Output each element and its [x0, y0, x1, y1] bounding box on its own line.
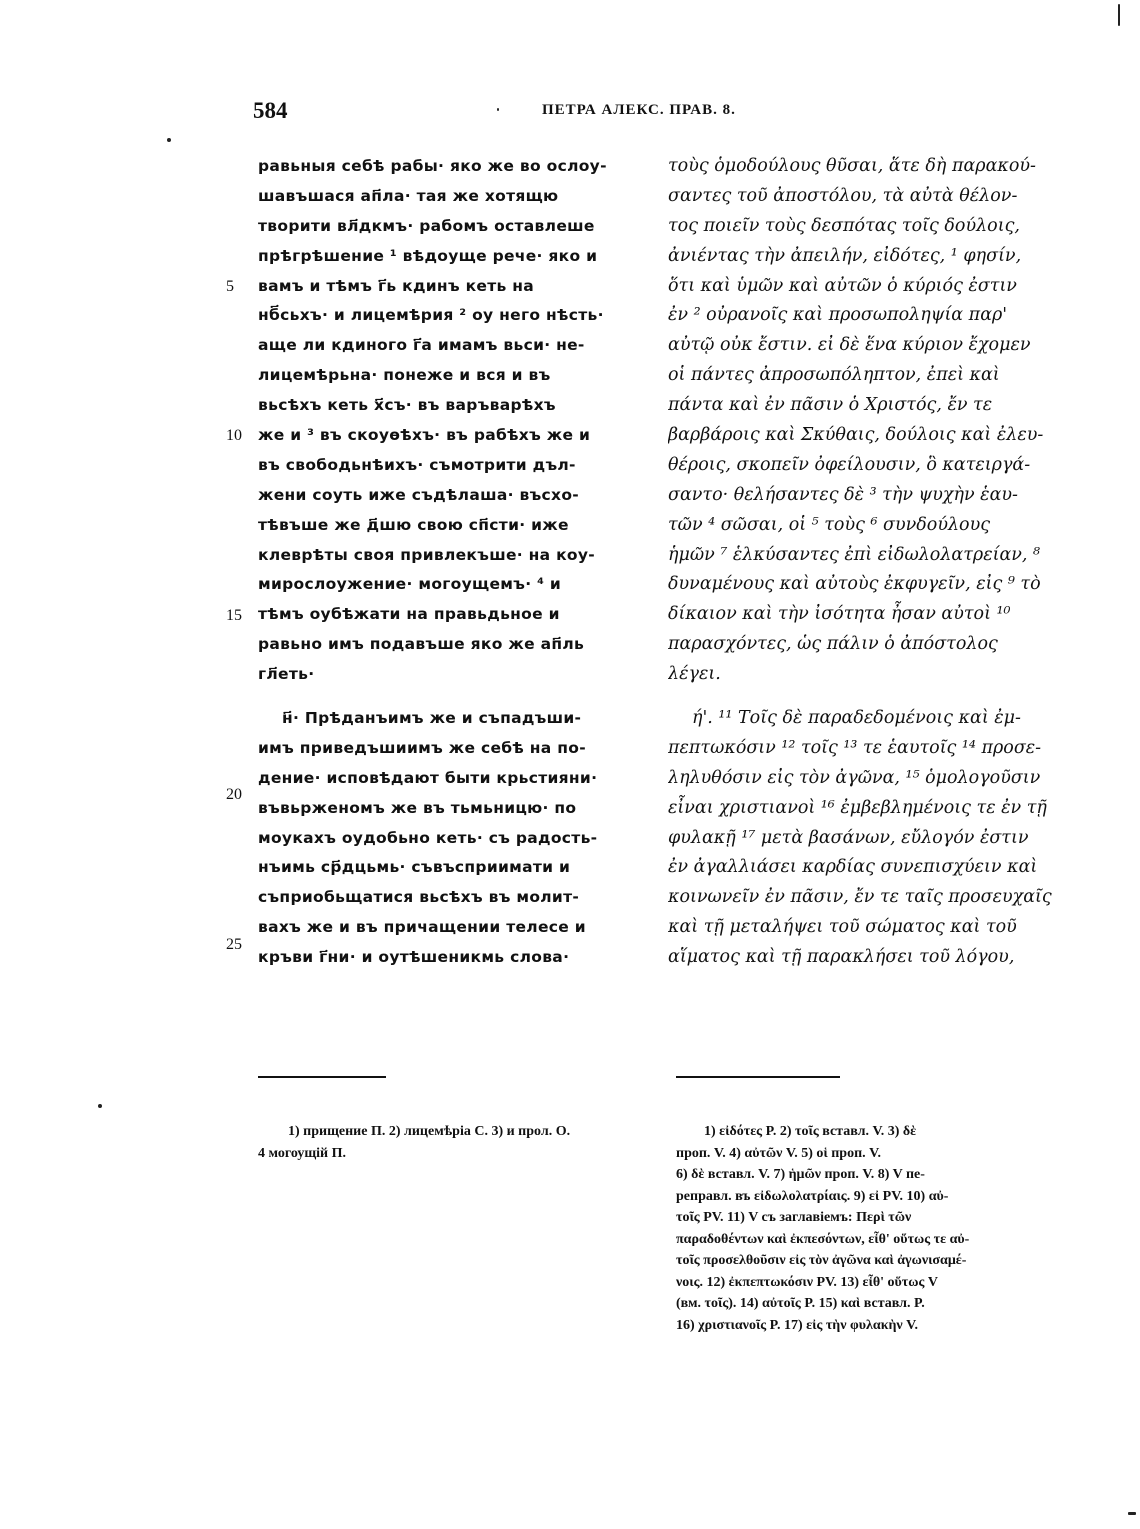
greek-line: τος ποιεῖν τοὺς δεσπότας τοῖς δούλοις, [668, 215, 1020, 236]
footnotes-slavonic [258, 1121, 658, 1165]
slavonic-line: прѣгрѣшение ¹ вѣдоуще рече· яко и [258, 246, 598, 265]
greek-line: πάντα καὶ ἐν πᾶσιν ὁ Χριστός, ἔν τε [668, 395, 993, 416]
line-number-15: 15 [226, 606, 242, 624]
slavonic-line: равьно имъ подавъше яко же ап҃ль [258, 635, 585, 654]
slavonic-line: вахъ же и въ причащении телесе и [258, 918, 586, 937]
footnote-line: 6) δὲ вставл. V. 7) ἡμῶν проп. V. 8) V пе- [676, 1167, 925, 1182]
slavonic-line: вьсѣхъ кеть х҃съ· въ варъварѣхъ [258, 396, 556, 415]
slavonic-line: кръви г҃ни· и оутѣшеникмь слова· [258, 948, 570, 967]
slavonic-line: нъимь ср҃дцьмь· съвъсприимати и [258, 858, 571, 877]
slavonic-line: гл҃еть· [258, 665, 315, 684]
slavonic-line: съприобьщатися вьсѣхъ въ молит- [258, 888, 580, 907]
greek-line: σαντο· θελήσαντες δὲ ³ τὴν ψυχὴν ἑαυ- [668, 484, 1018, 505]
greek-line: ἐν ἀγαλλιάσει καρδίας συνεπισχύειν καὶ [668, 857, 1038, 878]
greek-line: καὶ τῇ μεταλήψει τοῦ σώματος καὶ τοῦ [668, 917, 1017, 938]
footnote-line: реправл. въ εἰδωλολατρίαις. 9) εἰ PV. 10) αὐ- [676, 1188, 949, 1204]
slavonic-line: въ свободьнѣихъ· съмотрити дъл- [258, 455, 576, 474]
section-gap [258, 690, 658, 704]
slavonic-line: имъ приведъшиимъ же себѣ на по- [258, 738, 586, 757]
line-number-5: 5 [226, 277, 234, 295]
line-number-25: 25 [226, 935, 242, 953]
footnote-line: (вм. τοῖς). 14) αὐτοῖς P. 15) καὶ вставл. P. [676, 1296, 925, 1311]
greek-line: σαντες τοῦ ἀποστόλου, τὰ αὐτὰ θέλον- [668, 185, 1018, 206]
line-number-20: 20 [226, 786, 242, 803]
scan-speck [497, 108, 499, 111]
greek-line: λέγει. [668, 664, 721, 685]
greek-line: ἀνιέντας τὴν ἀπειλήν, εἰδότες, ¹ φησίν, [668, 245, 1022, 266]
slavonic-line: клеврѣты своя привлекъше· на коу- [258, 545, 596, 564]
page-number: 584 [253, 98, 288, 123]
slavonic-line: дение· исповѣдают быти крьстияни· [258, 768, 598, 787]
greek-line: αἵματος καὶ τῇ παρακλήσει τοῦ λόγου, [668, 947, 1015, 968]
slavonic-line: н҃· Прѣданъимъ же и съпадъши- [282, 709, 582, 728]
slavonic-line: творити вл҃дкмъ· рабомъ оставлеше [258, 216, 595, 235]
footnote-line: проп. V. 4) αὐτῶν V. 5) οἱ проп. V. [676, 1145, 881, 1161]
greek-line: τῶν ⁴ σῶσαι, οἱ ⁵ τοὺς ⁶ συνδούλους [668, 514, 991, 535]
slavonic-line: равьныя себѣ рабы· яко же во ослоу- [258, 157, 607, 175]
slavonic-line: жени соуть иже съдѣлаша· въсхо- [258, 485, 580, 504]
greek-line: ή'. ¹¹ Τοῖς δὲ παραδεδομένοις καὶ ἐμ- [692, 708, 1021, 729]
slavonic-line: моукахъ оудобьно кеть· съ радость- [258, 828, 598, 847]
running-title: ПЕТРА АЛЕКС. ПРАВ. 8. [542, 102, 736, 118]
slavonic-line: шавъшася ап҃ла· тая же хотящю [258, 186, 559, 205]
slavonic-line: аще ли кдиного г҃а имамъ вьси· не- [258, 336, 585, 355]
greek-line: κοινωνεῖν ἐν πᾶσιν, ἔν τε ταῖς προσευχαῖς [668, 887, 1052, 908]
footnote-line: νοις. 12) ἐκπεπτωκόσιν PV. 13) εἶθ' οὕτως V [676, 1274, 939, 1290]
greek-line: ὅτι καὶ ὑμῶν καὶ αὐτῶν ὁ κύριός ἐστιν [668, 275, 1017, 296]
greek-line: αὐτῷ οὐκ ἔστιν. εἰ δὲ ἕνα κύριον ἔχομεν [668, 335, 1031, 356]
footnote-line: 1) εἰδότες P. 2) τοῖς вставл. V. 3) δὲ [704, 1124, 917, 1139]
greek-column [668, 152, 1068, 973]
section-gap [668, 690, 1068, 704]
footnote-rule-left [258, 1076, 386, 1078]
footnote-line: τοῖς PV. 11) V съ заглавiемъ: Περὶ τῶν [676, 1210, 912, 1225]
scan-speck [167, 138, 171, 142]
greek-line: οἱ πάντες ἀπροσωπόληπτον, ἐπεὶ καὶ [668, 365, 1000, 386]
footnote-line: 1) прищение П. 2) лицемѣрiа С. 3) и прол. О. [288, 1124, 571, 1139]
slavonic-line: лицемѣрьна· понеже и вся и въ [258, 366, 551, 385]
greek-line: πεπτωκόσιν ¹² τοῖς ¹³ τε ἑαυτοῖς ¹⁴ προσε- [668, 737, 1042, 758]
greek-line: ἡμῶν ⁷ ἑλκύσαντες ἐπὶ εἰδωλολατρείαν, ⁸ [668, 544, 1041, 565]
footnote-line: τοῖς προσελθοῦσιν εἰς τὸν ἀγῶνα καὶ ἀγωνισαμέ- [676, 1253, 967, 1268]
greek-line: βαρβάροις καὶ Σκύθαις, δούλοις καὶ ἐλευ- [668, 425, 1044, 446]
slavonic-line: тѣвъше же д҃шю свою сп҃сти· иже [258, 515, 569, 534]
slavonic-line: тѣмъ оубѣжати на правьдьное и [258, 605, 560, 624]
greek-line: παρασχόντες, ὡς πάλιν ὁ ἀπόστολος [668, 634, 998, 655]
greek-line: θέροις, σκοπεῖν ὀφείλουσιν, ὃ κατειργά- [668, 454, 1031, 475]
greek-line: ληλυθόσιν εἰς τὸν ἀγῶνα, ¹⁵ ὁμολογοῦσιν [668, 767, 1041, 788]
footnote-line: παραδοθέντων καὶ ἐκπεσόντων, εἶθ' οὕτως τε αὐ- [676, 1231, 970, 1247]
greek-line: φυλακῇ ¹⁷ μετὰ βασάνων, εὔλογόν ἐστιν [668, 827, 1029, 848]
slavonic-column [258, 152, 658, 973]
footnote-line: 16) χριστιανοῖς P. 17) εἰς τὴν φυλακὴν V. [676, 1317, 918, 1333]
slavonic-line: нб҃сьхъ· и лицемѣрия ² оу него нѣсть· [258, 306, 604, 325]
footnote-line: 4 могоущiй П. [258, 1146, 346, 1161]
footnote-rule-right [676, 1076, 840, 1078]
slavonic-line: же и ³ въ скоуѳѣхъ· въ рабѣхъ же и [258, 426, 591, 445]
slavonic-line: вамъ и тѣмъ г҃ь кдинъ кеть на [258, 276, 535, 295]
scan-speck [1128, 1512, 1136, 1515]
greek-line: τοὺς ὁμοδούλους θῦσαι, ἅτε δὴ παρακού- [668, 156, 1036, 176]
scan-mark [1118, 4, 1120, 26]
greek-line: ἐν ² οὐρανοῖς καὶ προσωποληψία παρ' [668, 305, 1008, 326]
greek-line: δίκαιον καὶ τὴν ἰσότητα ἦσαν αὐτοὶ ¹⁰ [668, 604, 1011, 625]
footnotes-greek [676, 1121, 1060, 1336]
slavonic-line: въвьрженомъ же въ тьмьницю· по [258, 798, 577, 817]
greek-line: εἶναι χριστιανοὶ ¹⁶ ἐμβεβλημένοις τε ἐν τῇ [668, 797, 1047, 818]
scan-speck [98, 1104, 102, 1108]
line-number-10: 10 [226, 427, 242, 445]
slavonic-line: мирослоужение· могоущемъ· ⁴ и [258, 575, 562, 594]
greek-line: δυναμένους καὶ αὐτοὺς ἐκφυγεῖν, εἰς ⁹ τὸ [668, 574, 1041, 595]
